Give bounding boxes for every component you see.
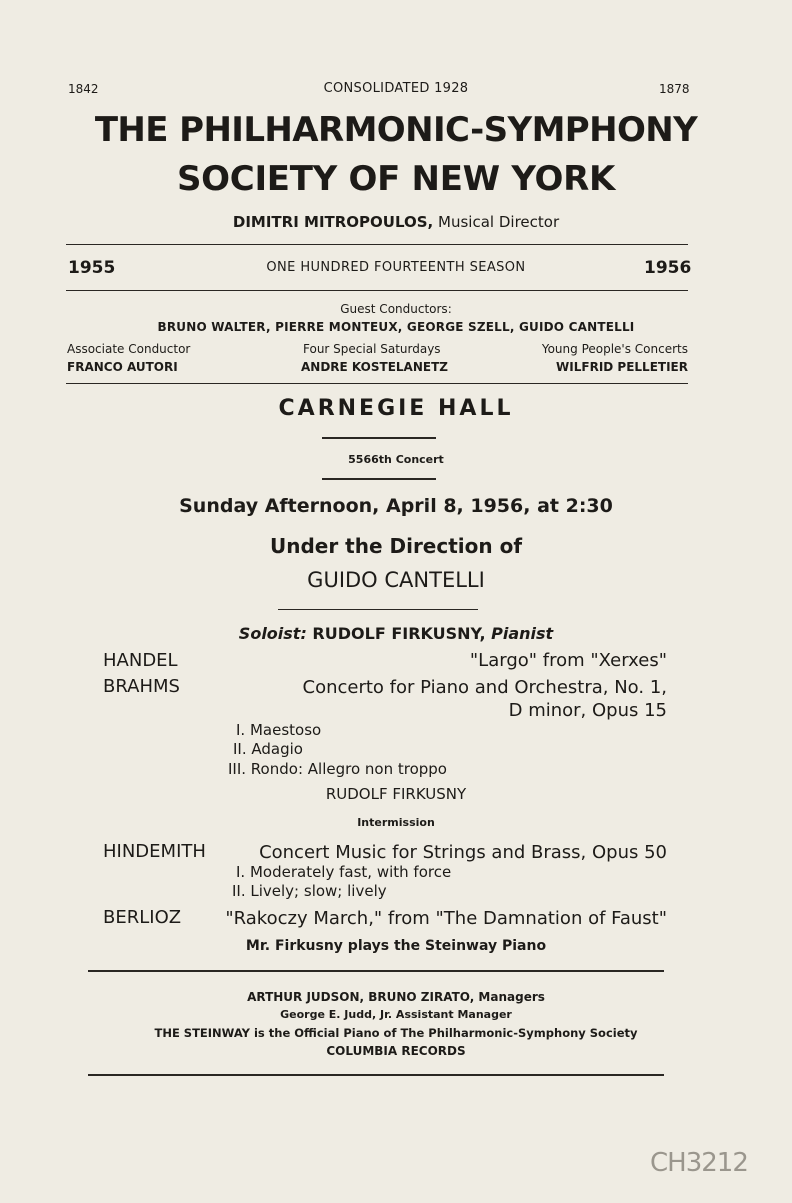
- work-brahms-line2: D minor, Opus 15: [508, 700, 667, 721]
- work-handel: "Largo" from "Xerxes": [469, 650, 667, 671]
- soloist-line: [0, 624, 792, 643]
- guest-conductors-label: Guest Conductors:: [340, 302, 452, 316]
- season-end-year: 1956: [644, 258, 692, 278]
- concert-number: 5566th Concert: [348, 453, 444, 466]
- divider: [88, 1074, 664, 1076]
- divider: [88, 970, 664, 972]
- movement-list-item: I. Moderately fast, with force: [236, 863, 452, 881]
- divider: [66, 244, 688, 245]
- composer-handel: HANDEL: [103, 650, 178, 671]
- brahms-soloist: RUDOLF FIRKUSNY: [325, 785, 467, 803]
- soloist-instrument: Pianist: [491, 624, 554, 643]
- managers-line: ARTHUR JUDSON, BRUNO ZIRATO, Managers: [247, 990, 545, 1004]
- movement-list-item: III. Rondo: Allegro non troppo: [228, 760, 447, 778]
- composer-hindemith: HINDEMITH: [103, 841, 206, 862]
- young-peoples-name: WILFRID PELLETIER: [556, 360, 688, 374]
- piano-note: Mr. Firkusny plays the Steinway Piano: [245, 938, 547, 954]
- composer-brahms: BRAHMS: [103, 676, 180, 697]
- season-start-year: 1955: [68, 258, 116, 278]
- associate-conductor-name: FRANCO AUTORI: [67, 360, 178, 374]
- associate-conductor-label: Associate Conductor: [67, 342, 191, 356]
- direction-line: Under the Direction of: [269, 534, 523, 558]
- archive-mark: CH3212: [650, 1148, 748, 1178]
- assistant-manager-line: George E. Judd, Jr. Assistant Manager: [280, 1008, 512, 1021]
- director-name: DIMITRI MITROPOULOS,: [232, 213, 434, 231]
- composer-berlioz: BERLIOZ: [103, 907, 182, 928]
- work-berlioz: "Rakoczy March," from "The Damnation of Faust": [225, 908, 667, 929]
- director-role: Musical Director: [438, 213, 560, 231]
- records-line: COLUMBIA RECORDS: [326, 1044, 466, 1058]
- intermission-label: Intermission: [357, 816, 435, 829]
- season-label: ONE HUNDRED FOURTEENTH SEASON: [266, 260, 526, 275]
- special-saturdays-label: Four Special Saturdays: [303, 342, 441, 356]
- venue-name: CARNEGIE HALL: [278, 396, 514, 421]
- second-founding-year: 1878: [659, 82, 690, 96]
- musical-director: [0, 213, 792, 231]
- soloist-name: RUDOLF FIRKUSNY,: [312, 624, 486, 643]
- conductor-name: GUIDO CANTELLI: [307, 568, 485, 592]
- movement-list-item: II. Adagio: [233, 740, 303, 758]
- movement-list-item: II. Lively; slow; lively: [232, 882, 387, 900]
- divider: [66, 383, 688, 384]
- divider: [322, 437, 436, 439]
- concert-date: Sunday Afternoon, April 8, 1956, at 2:30: [179, 495, 613, 517]
- special-saturdays-name: ANDRE KOSTELANETZ: [301, 360, 448, 374]
- young-peoples-label: Young People's Concerts: [541, 342, 688, 356]
- divider: [66, 290, 688, 291]
- soloist-label: Soloist:: [238, 624, 307, 643]
- divider: [278, 609, 478, 610]
- guest-conductors-names: BRUNO WALTER, PIERRE MONTEUX, GEORGE SZELL, GUIDO CANTELLI: [157, 320, 635, 334]
- divider: [322, 478, 436, 480]
- work-hindemith: Concert Music for Strings and Brass, Opus 50: [259, 842, 667, 863]
- work-brahms-line1: Concerto for Piano and Orchestra, No. 1,: [302, 677, 667, 698]
- society-title-line2: SOCIETY OF NEW YORK: [177, 159, 615, 199]
- founding-year: 1842: [68, 82, 99, 96]
- society-title-line1: THE PHILHARMONIC-SYMPHONY: [94, 110, 698, 150]
- movement-list-item: I. Maestoso: [236, 721, 322, 739]
- consolidated-line: CONSOLIDATED 1928: [323, 81, 469, 96]
- steinway-line: THE STEINWAY is the Official Piano of The Philharmonic-Symphony Society: [154, 1026, 638, 1040]
